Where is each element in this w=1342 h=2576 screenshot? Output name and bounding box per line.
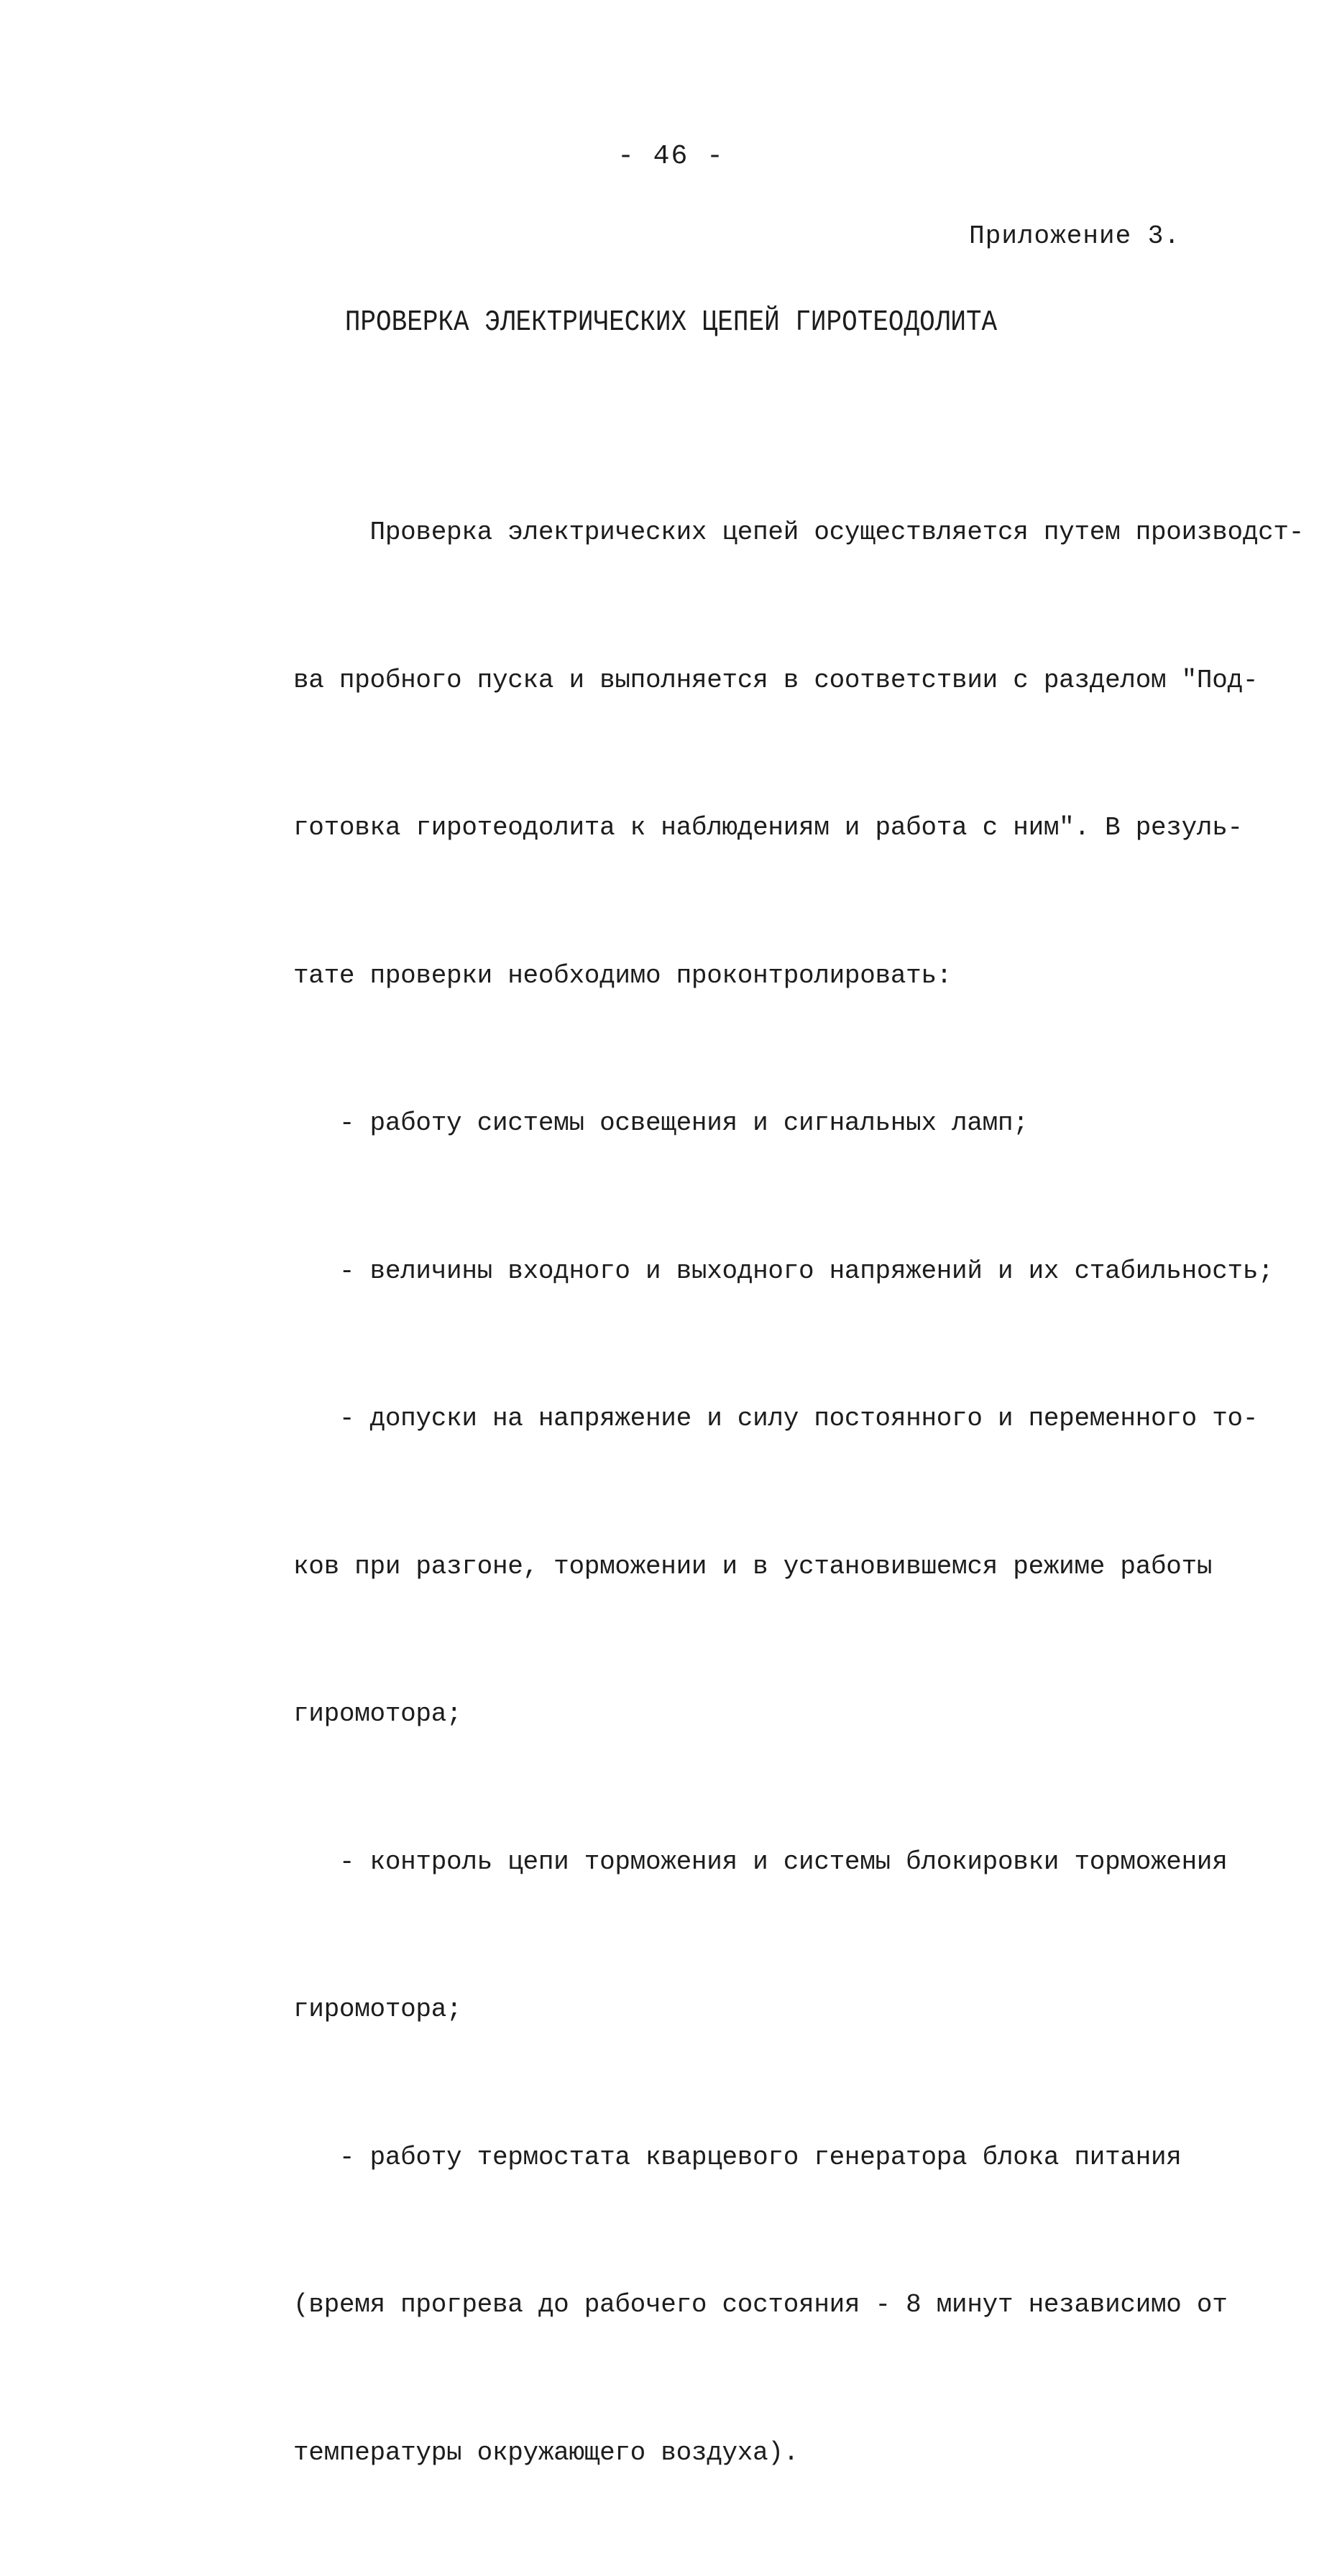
- body-line: - величины входного и выходного напряжений и их стабильность;: [293, 1256, 1274, 1286]
- body-line: готовка гиротеодолита к наблюдениям и работа с ним". В резуль-: [293, 813, 1243, 842]
- appendix-label: Приложение 3.: [969, 221, 1180, 251]
- body-line: ва пробного пуска и выполняется в соответствии с разделом "Под-: [293, 665, 1259, 695]
- document-title: ПРОВЕРКА ЭЛЕКТРИЧЕСКИХ ЦЕПЕЙ ГИРОТЕОДОЛИТА: [344, 305, 998, 339]
- body-line: - контроль цепи торможения и системы блокировки торможения: [293, 1846, 1228, 1877]
- body-line: гиромотора;: [293, 1699, 462, 1729]
- body-text: [293, 410, 1314, 2576]
- body-line: - работу термостата кварцевого генератора блока питания: [293, 2142, 1182, 2172]
- body-line: (время прогрева до рабочего состояния - 8 минут независимо от: [293, 2290, 1228, 2319]
- body-line: - работу системы освещения и сигнальных ламп;: [293, 1108, 1029, 1138]
- body-line: гиромотора;: [293, 1995, 462, 2024]
- body-line: тате проверки необходимо проконтролировать:: [293, 960, 952, 990]
- body-line: температуры окружающего воздуха).: [293, 2437, 799, 2467]
- body-line: - допуски на напряжение и силу постоянного и переменного то-: [293, 1404, 1259, 1433]
- page-number: - 46 -: [617, 141, 725, 172]
- body-line: Проверка электрических цепей осуществляется путем производст-: [293, 518, 1305, 547]
- body-line: ков при разгоне, торможении и в установившемся режиме работы: [293, 1551, 1213, 1581]
